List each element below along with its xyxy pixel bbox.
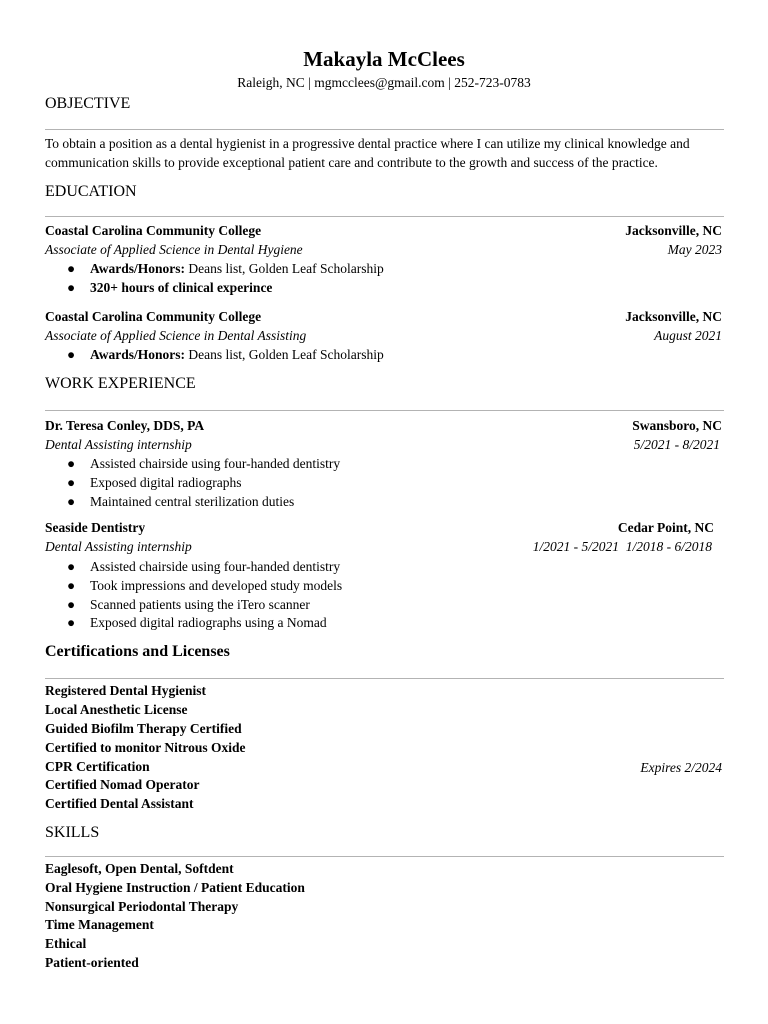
list-item: ● Exposed digital radiographs	[67, 475, 242, 490]
education-heading: EDUCATION	[45, 183, 137, 200]
skills-heading: SKILLS	[45, 824, 100, 841]
list-item: Certified Dental Assistant	[45, 796, 194, 811]
list-item: ● Assisted chairside using four-handed dentistry	[67, 559, 341, 574]
list-item: Oral Hygiene Instruction / Patient Education	[45, 880, 305, 895]
work-entry-header	[45, 417, 722, 435]
employer-name: Dr. Teresa Conley, DDS, PA	[45, 418, 205, 433]
education-entry-header	[45, 308, 722, 326]
certifications-divider	[45, 678, 724, 679]
work-entry-role	[45, 436, 722, 454]
school-name: Coastal Carolina Community College	[45, 223, 262, 238]
list-item: Nonsurgical Periodontal Therapy	[45, 899, 239, 914]
objective-heading: OBJECTIVE	[45, 95, 131, 112]
education-divider	[45, 216, 724, 217]
contact-info: Raleigh, NC | mgmcclees@gmail.com | 252-723-0783	[237, 75, 531, 90]
education-entry-header	[45, 222, 722, 240]
school-location: Jacksonville, NC	[625, 223, 722, 238]
list-item: ● 320+ hours of clinical experince	[67, 280, 273, 295]
employer-name: Seaside Dentistry	[45, 520, 146, 535]
list-item: ● Awards/Honors: Deans list, Golden Leaf Scholarship	[67, 347, 384, 362]
degree-name: Associate of Applied Science in Dental Assisting	[45, 328, 307, 343]
degree-date: August 2021	[654, 328, 722, 343]
candidate-name: Makayla McClees	[303, 47, 465, 71]
list-item: Local Anesthetic License	[45, 702, 188, 717]
role-title: Dental Assisting internship	[45, 437, 192, 452]
degree-name: Associate of Applied Science in Dental Hygiene	[45, 242, 303, 257]
list-item: Patient-oriented	[45, 955, 139, 970]
list-item: ● Took impressions and developed study models	[67, 578, 343, 593]
school-name: Coastal Carolina Community College	[45, 309, 262, 324]
work-divider	[45, 410, 724, 411]
list-item: ● Exposed digital radiographs using a Nomad	[67, 615, 327, 630]
role-dates: 1/2021 - 5/2021 1/2018 - 6/2018	[532, 539, 712, 554]
work-entry-header	[45, 519, 722, 537]
list-item: Ethical	[45, 936, 87, 951]
list-item: Guided Biofilm Therapy Certified	[45, 721, 242, 736]
degree-date: May 2023	[667, 242, 722, 257]
school-location: Jacksonville, NC	[625, 309, 722, 324]
work-heading: WORK EXPERIENCE	[45, 375, 196, 392]
work-entry-role	[45, 538, 722, 556]
employer-location: Cedar Point, NC	[617, 520, 714, 535]
list-item: Time Management	[45, 917, 154, 932]
cpr-expiry: Expires 2/2024	[640, 760, 722, 775]
objective-text: To obtain a position as a dental hygienist in a progressive dental practice where I can utilize my clinical knowledge and communication skills to provide exceptional patient care and contribute to the growth and success of the practice.	[45, 136, 690, 170]
list-item: Eaglesoft, Open Dental, Softdent	[45, 861, 234, 876]
list-item: Certified to monitor Nitrous Oxide	[45, 740, 246, 755]
education-entry-degree	[45, 241, 722, 259]
role-title: Dental Assisting internship	[45, 539, 192, 554]
list-item: ● Awards/Honors: Deans list, Golden Leaf Scholarship	[67, 261, 384, 276]
education-entry-degree	[45, 327, 722, 345]
list-item: ● Assisted chairside using four-handed dentistry	[67, 456, 341, 471]
objective-divider	[45, 129, 724, 130]
list-item: ● Maintained central sterilization duties	[67, 494, 295, 509]
employer-location: Swansboro, NC	[632, 418, 722, 433]
list-item: ● Scanned patients using the iTero scanner	[67, 597, 310, 612]
role-dates: 5/2021 - 8/2021	[633, 437, 720, 452]
certifications-heading: Certifications and Licenses	[45, 643, 230, 660]
list-item: CPR Certification	[45, 759, 150, 774]
list-item: Certified Nomad Operator	[45, 777, 200, 792]
list-item: Registered Dental Hygienist	[45, 683, 206, 698]
skills-divider	[45, 856, 724, 857]
